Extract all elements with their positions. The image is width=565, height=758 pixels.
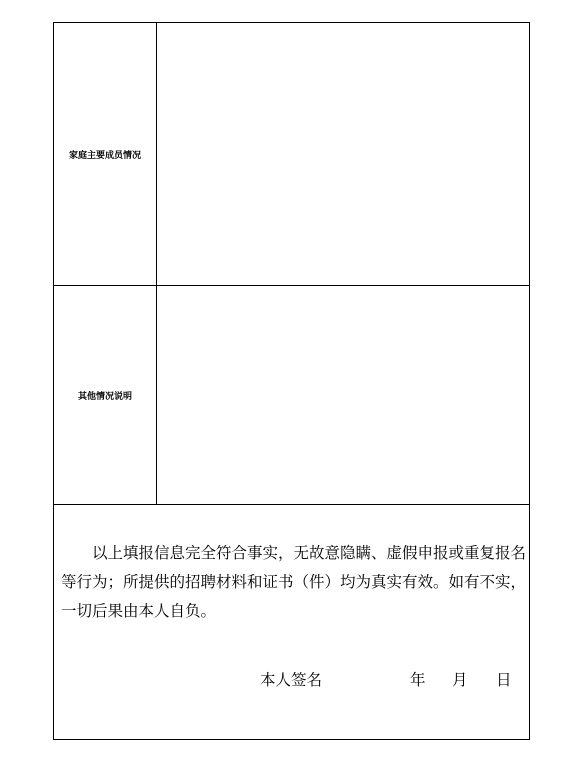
signature-label: 本人签名: [260, 671, 323, 689]
other-info-label: 其他情况说明: [77, 391, 132, 402]
family-members-label-cell: [54, 23, 157, 285]
family-members-label: 家庭主要成员情况: [68, 150, 141, 161]
day-label: 日: [496, 671, 512, 689]
month-label: 月: [452, 671, 468, 689]
other-info-field[interactable]: [157, 286, 529, 504]
declaration-text: 以上填报信息完全符合事实，无故意隐瞒、虚假申报或重复报名等行为；所提供的招聘材料和证书（件）均为真实有效。如有不实，一切后果由本人自负。: [61, 544, 527, 620]
other-info-label-cell: [54, 286, 157, 504]
application-form-table: [53, 22, 530, 740]
declaration-row: [54, 505, 529, 739]
other-info-row: [54, 286, 529, 505]
family-members-row: [54, 23, 529, 286]
year-label: 年: [410, 671, 426, 689]
family-members-field[interactable]: [157, 23, 529, 285]
